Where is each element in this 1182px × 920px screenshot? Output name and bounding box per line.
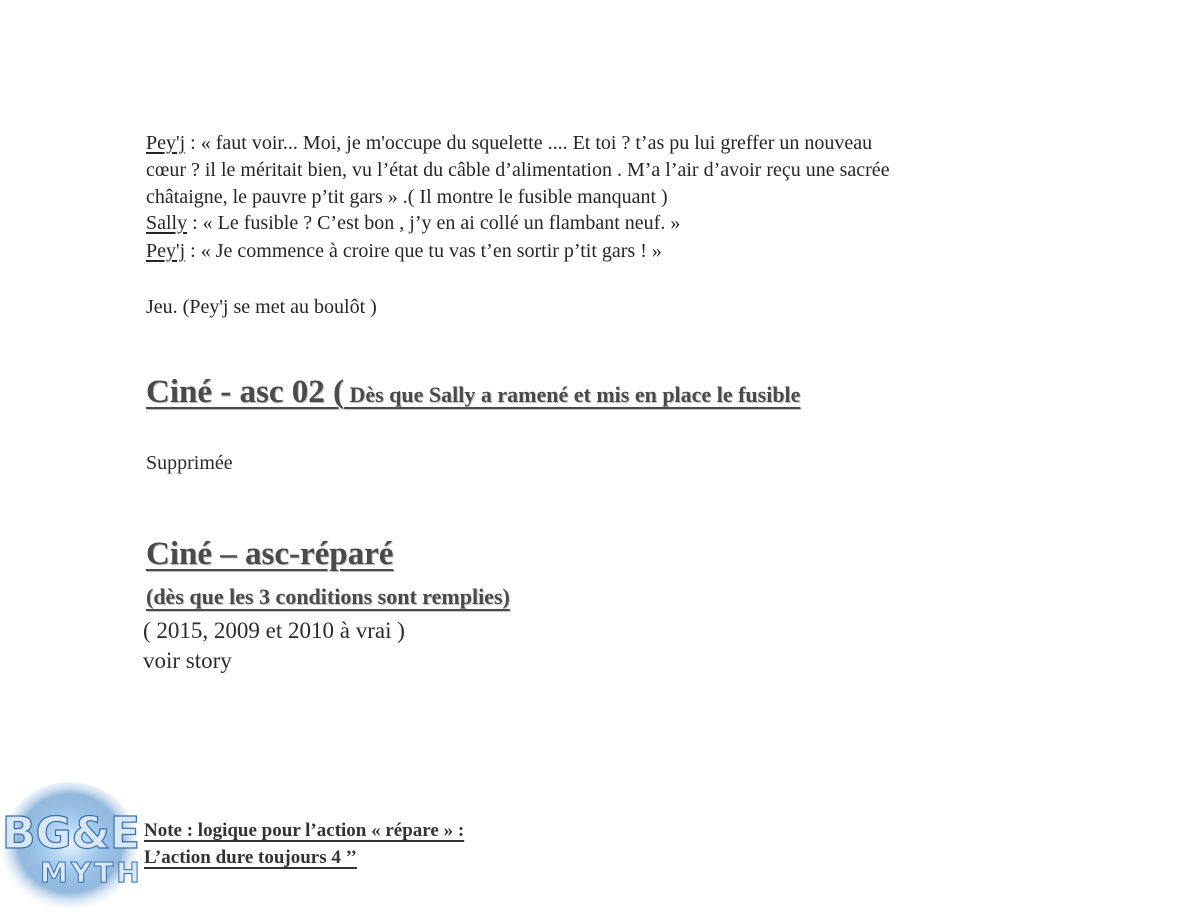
dialogue-line-4 bbox=[146, 210, 680, 236]
condition-values: ( 2015, 2009 et 2010 à vrai ) bbox=[143, 618, 405, 643]
dialogue-line-5 bbox=[146, 238, 662, 264]
dialogue-line-1 bbox=[146, 130, 872, 156]
section-title-condition: Dès que Sally a ramené et mis en place le fusible bbox=[343, 382, 801, 407]
logo-glow-icon bbox=[0, 778, 160, 915]
section-title-main: Ciné - asc 02 ( bbox=[146, 374, 344, 410]
bge-myth-logo bbox=[0, 778, 160, 915]
dialogue-text: : « faut voir... Moi, je m'occupe du squelette .... Et toi ? t’as pu lui greffer un nouveau bbox=[185, 132, 873, 154]
note-line-2: L’action dure toujours 4 ’’ bbox=[144, 847, 357, 868]
speaker-name: Pey'j bbox=[146, 132, 186, 154]
dialogue-text: : « Je commence à croire que tu vas t’en sortir p’tit gars ! » bbox=[185, 240, 662, 262]
section-body-deleted: Supprimée bbox=[146, 452, 233, 474]
speaker-name: Sally bbox=[146, 212, 188, 234]
logo-text-top: BG&E bbox=[2, 808, 141, 859]
logo-text-bottom: MYTH bbox=[40, 856, 143, 889]
section-subtitle-conditions: (dès que les 3 conditions sont remplies) bbox=[146, 584, 510, 609]
stage-direction: Jeu. (Pey'j se met au boulôt ) bbox=[146, 296, 377, 318]
section-title-asc-repare: Ciné – asc-réparé bbox=[146, 536, 394, 572]
speaker-name: Pey'j bbox=[146, 240, 186, 262]
dialogue-line-3: châtaigne, le pauvre p’tit gars » .( Il montre le fusible manquant ) bbox=[146, 186, 668, 208]
section-heading-asc02 bbox=[146, 374, 800, 411]
story-reference: voir story bbox=[143, 648, 232, 673]
dialogue-line-2: cœur ? il le méritait bien, vu l’état du câble d’alimentation . M’a l’air d’avoir reçu une sacrée bbox=[146, 159, 890, 181]
dialogue-text: : « Le fusible ? C’est bon , j’y en ai collé un flambant neuf. » bbox=[187, 212, 681, 234]
note-line-1: Note : logique pour l’action « répare » : bbox=[144, 820, 465, 841]
